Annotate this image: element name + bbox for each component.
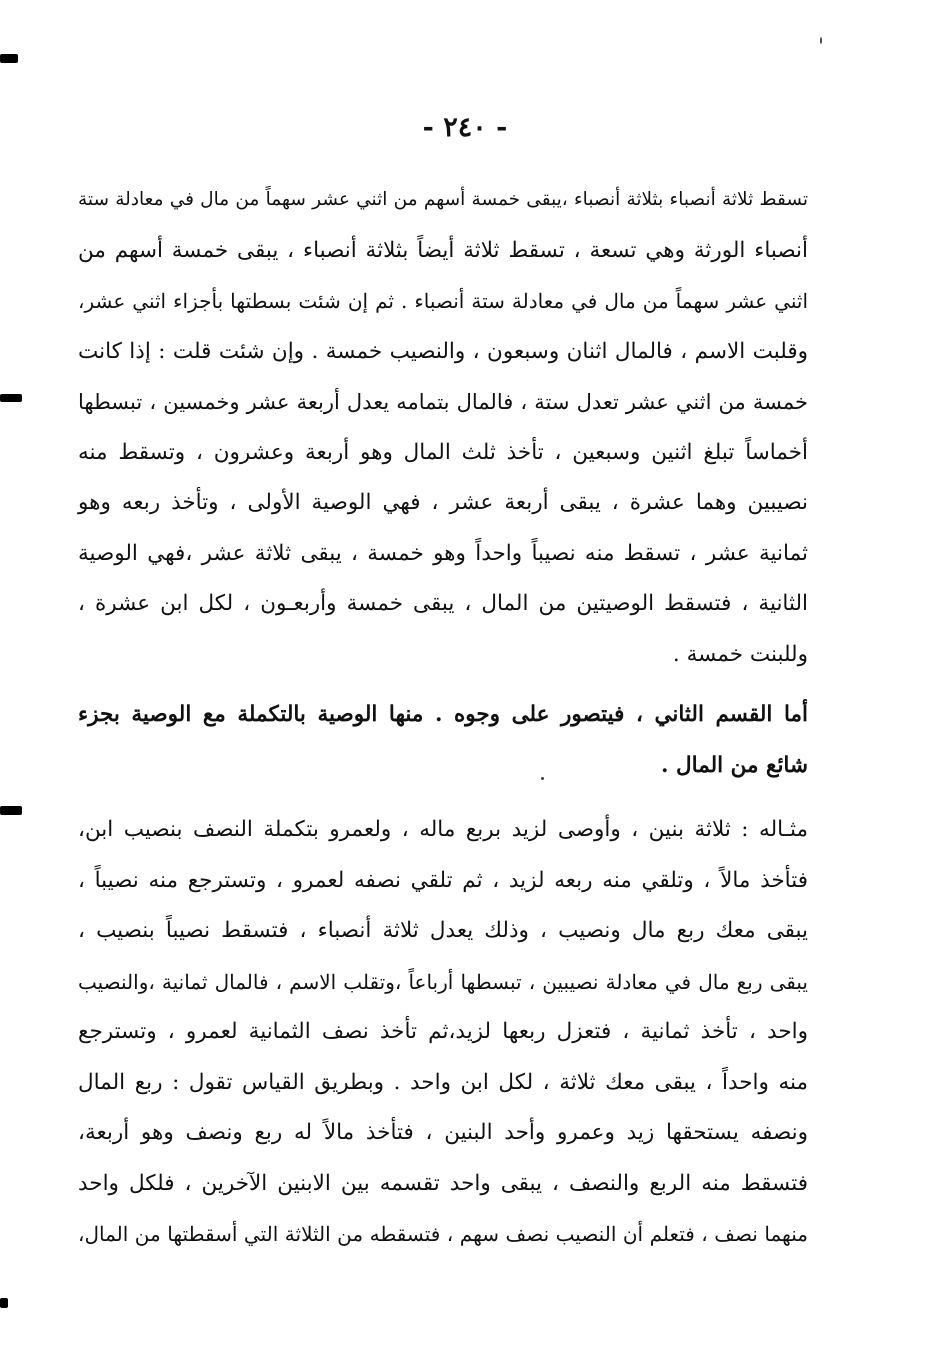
- paragraph-2: [78, 690, 808, 791]
- text-line: يبقى ربع مال في معادلة نصيبين ، تبسطها أرباعاً ،وتقلب الاسم ، فالمال ثمانية ،والنصيب: [78, 969, 808, 994]
- text-line: ونصفه يستحقها زيد وعمرو وأحد البنين ، فتأخذ مالاً له ربع ونصف وهو أربعة،: [78, 1120, 808, 1145]
- text-line: أخماساً تبلغ اثنين وسبعين ، تأخذ ثلث المال وهو أربعة وعشرون ، وتسقط منه: [78, 439, 808, 465]
- text-line: فتسقط منه الربع والنصف ، يبقى واحد تقسمه بين الابنين الآخرين ، فلكل واحد: [78, 1170, 808, 1196]
- binding-mark-lower: [0, 806, 22, 815]
- text-line: خمسة من اثني عشر تعدل ستة ، فالمال بتمامه يعدل أربعة عشر وخمسين ، تبسطها: [78, 390, 808, 414]
- text-line: منه واحداً ، يبقى معك ثلاثة ، لكل ابن واحد . وبطريق القياس تقول : ربع المال: [78, 1069, 808, 1095]
- paragraph-1: [78, 175, 808, 680]
- speck-top-right: [820, 37, 822, 44]
- text-line: منهما نصف ، فتعلم أن النصيب نصف سهم ، فتسقطه من الثلاثة التي أسقطتها من المال،: [78, 1222, 808, 1246]
- text-line: وللبنت خمسة .: [672, 641, 808, 667]
- text-line: نصيبين وهما عشرة ، يبقى أربعة عشر ، فهي الوصية الأولى ، وتأخذ ربعه وهو: [78, 490, 808, 515]
- text-line: اثني عشر سهماً من مال في معادلة ستة أنصباء . ثم إن شئت بسطتها بأجزاء اثني عشر،: [78, 289, 808, 313]
- binding-mark-bottom: [0, 1298, 8, 1308]
- text-line: أنصباء الورثة وهي تسعة ، تسقط ثلاثة أيضاً بثلاثة أنصباء ، يبقى خمسة أسهم من: [78, 237, 808, 263]
- text-line: وقلبت الاسم ، فالمال اثنان وسبعون ، والنصيب خمسة . وإن شئت قلت : إذا كانت: [78, 338, 808, 364]
- text-line: الثانية ، فتسقط الوصيتين من المال ، يبقى خمسة وأربعـون ، لكل ابن عشرة ،: [78, 591, 808, 616]
- binding-mark-top: [0, 54, 18, 63]
- text-line: أما القسم الثاني ، فيتصور على وجوه . منها الوصية بالتكملة مع الوصية بجزء: [78, 702, 808, 727]
- text-line: ثمانية عشر ، تسقط منه نصيباً واحداً وهو خمسة ، يبقى ثلاثة عشر ،فهي الوصية: [78, 540, 808, 566]
- text-line: فتأخذ مالاً ، وتلقي منه ربعه لزيد ، ثم تلقي نصفه لعمرو ، وتسترجع منه نصيباً ،: [78, 867, 808, 893]
- text-line: مثـاله : ثلاثة بنين ، وأوصى لزيد بربع ماله ، ولعمرو بتكملة النصف بنصيب ابن،: [78, 817, 808, 842]
- page-number: - ٢٤٠ -: [422, 112, 508, 143]
- binding-mark-middle: [0, 394, 22, 402]
- text-line: واحد ، تأخذ ثمانية ، فتعزل ربعها لزيد،ثم تأخذ نصف الثمانية لعمرو ، وتسترجع: [78, 1019, 808, 1044]
- text-line: يبقى معك ربع مال ونصيب ، وذلك يعدل ثلاثة أنصباء ، فتسقط نصيباً بنصيب ،: [78, 918, 808, 943]
- paragraph-3: [78, 805, 808, 1260]
- text-line: شائع من المال .: [661, 752, 808, 778]
- text-line: تسقط ثلاثة أنصباء بثلاثة أنصباء ،يبقى خمسة أسهم من اثني عشر سهماً من مال في معادلة ستة: [78, 189, 808, 210]
